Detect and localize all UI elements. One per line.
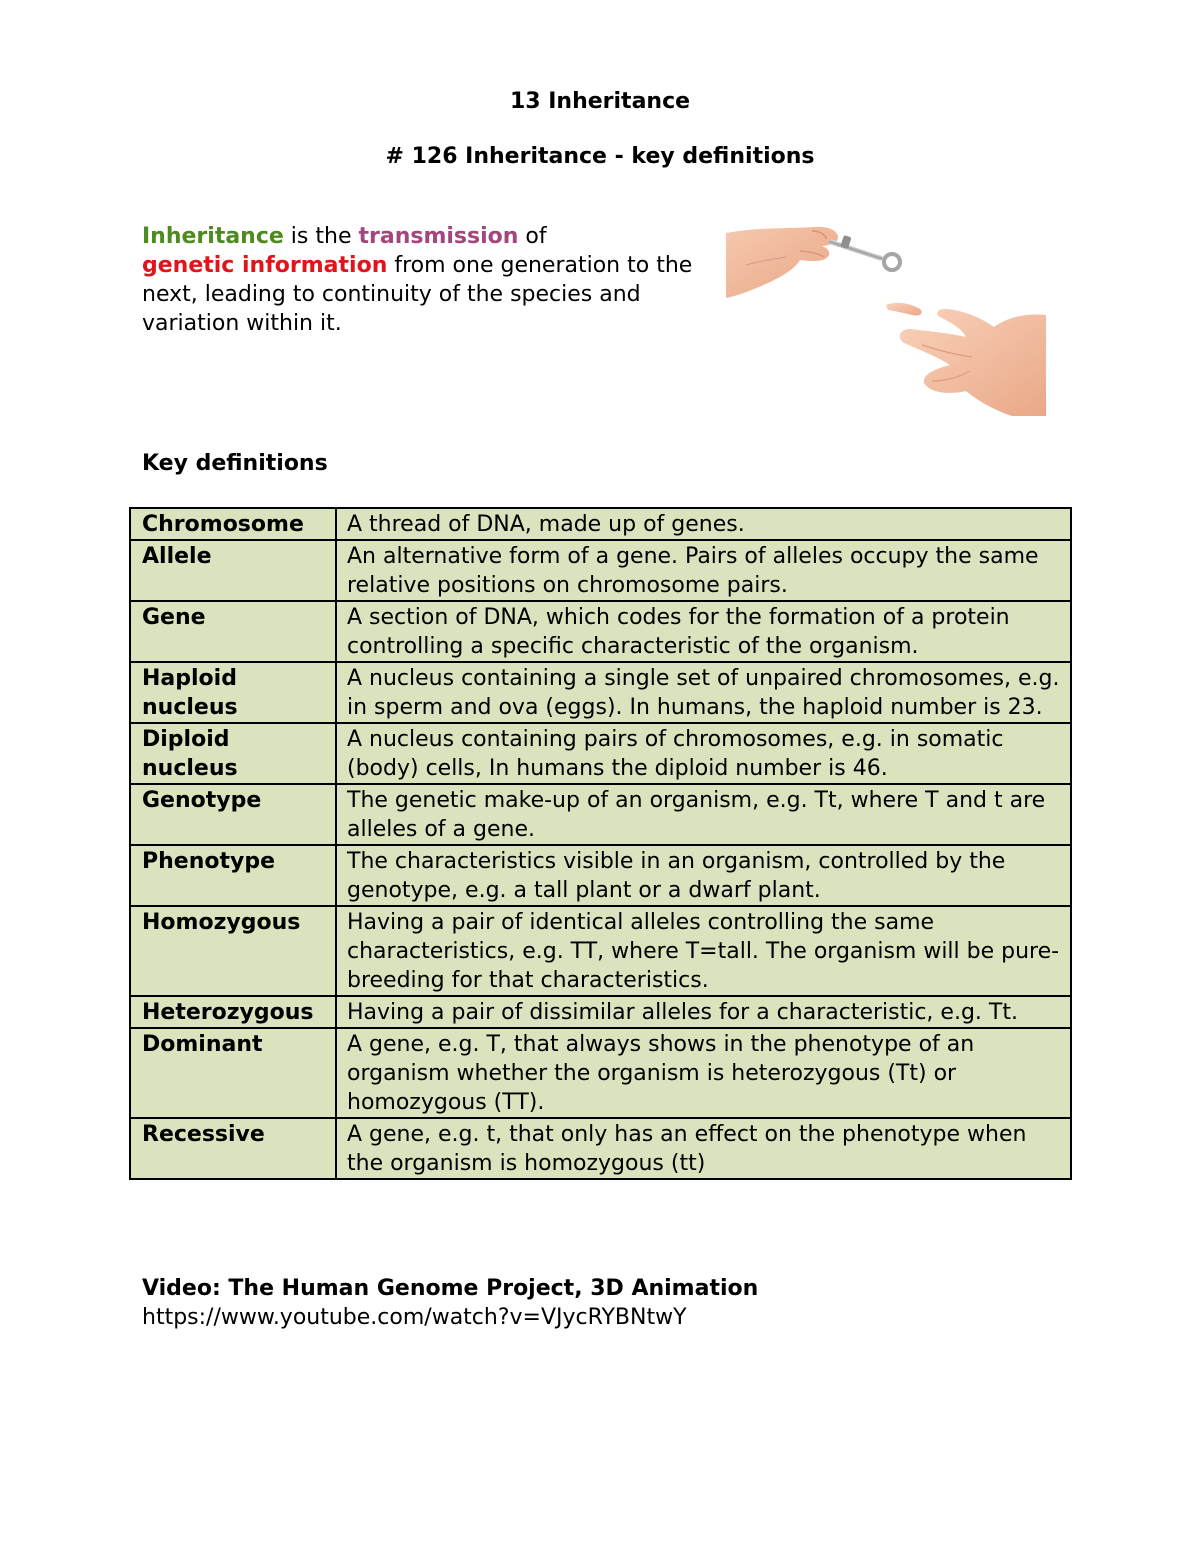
definition-cell: A nucleus containing a single set of unpaired chromosomes, e.g. in sperm and ova (eggs). In humans, the haploid number is 23. <box>336 662 1071 723</box>
table-row <box>130 1028 1071 1118</box>
term-cell: Chromosome <box>130 508 336 540</box>
intro-text-1: is the <box>283 224 359 249</box>
table-row <box>130 723 1071 784</box>
table-row <box>130 1118 1071 1179</box>
table-row <box>130 906 1071 996</box>
term-cell: Recessive <box>130 1118 336 1179</box>
term-cell: Dominant <box>130 1028 336 1118</box>
table-row <box>130 540 1071 601</box>
table-row <box>130 845 1071 906</box>
term-cell: Heterozygous <box>130 996 336 1028</box>
intro-text-2: of <box>518 224 547 249</box>
definition-cell: The genetic make-up of an organism, e.g. Tt, where T and t are alleles of a gene. <box>336 784 1071 845</box>
intro-text-3: from one generation to the next, leading to continuity of the species and variation within it. <box>142 253 693 336</box>
intro-highlight-transmission: transmission <box>358 224 519 249</box>
table-row <box>130 662 1071 723</box>
table-row <box>130 601 1071 662</box>
definition-cell: A nucleus containing pairs of chromosomes, e.g. in somatic (body) cells, In humans the diploid number is 46. <box>336 723 1071 784</box>
definitions-table <box>129 507 1072 1180</box>
intro-highlight-genetic-information: genetic information <box>142 253 388 278</box>
term-cell: Allele <box>130 540 336 601</box>
definition-cell: Having a pair of identical alleles controlling the same characteristics, e.g. TT, where T=tall. The organism will be pure-breeding for that characteristics. <box>336 906 1071 996</box>
key-definitions-heading: Key definitions <box>142 451 328 476</box>
document-title: 13 Inheritance <box>509 89 691 114</box>
table-row <box>130 508 1071 540</box>
term-cell: Phenotype <box>130 845 336 906</box>
document-subtitle: # 126 Inheritance - key definitions <box>385 144 815 169</box>
definition-cell: A gene, e.g. t, that only has an effect on the phenotype when the organism is homozygous (tt) <box>336 1118 1071 1179</box>
term-cell: Homozygous <box>130 906 336 996</box>
definition-cell: The characteristics visible in an organism, controlled by the genotype, e.g. a tall plant or a dwarf plant. <box>336 845 1071 906</box>
term-cell: Gene <box>130 601 336 662</box>
hand-passing-key-photo <box>726 205 1046 416</box>
term-cell: Diploid nucleus <box>130 723 336 784</box>
table-row <box>130 784 1071 845</box>
video-title: Video: The Human Genome Project, 3D Animation <box>142 1276 759 1301</box>
definition-cell: Having a pair of dissimilar alleles for a characteristic, e.g. Tt. <box>336 996 1071 1028</box>
term-cell: Genotype <box>130 784 336 845</box>
table-row <box>130 996 1071 1028</box>
definition-cell: A thread of DNA, made up of genes. <box>336 508 1071 540</box>
term-cell: Haploid nucleus <box>130 662 336 723</box>
definition-cell: A section of DNA, which codes for the formation of a protein controlling a specific characteristic of the organism. <box>336 601 1071 662</box>
definition-cell: A gene, e.g. T, that always shows in the phenotype of an organism whether the organism is heterozygous (Tt) or homozygous (TT). <box>336 1028 1071 1118</box>
intro-term: Inheritance <box>142 224 284 249</box>
intro-paragraph <box>142 222 702 338</box>
definition-cell: An alternative form of a gene. Pairs of alleles occupy the same relative positions on chromosome pairs. <box>336 540 1071 601</box>
video-link[interactable]: https://www.youtube.com/watch?v=VJycRYBNtwY <box>142 1305 687 1330</box>
